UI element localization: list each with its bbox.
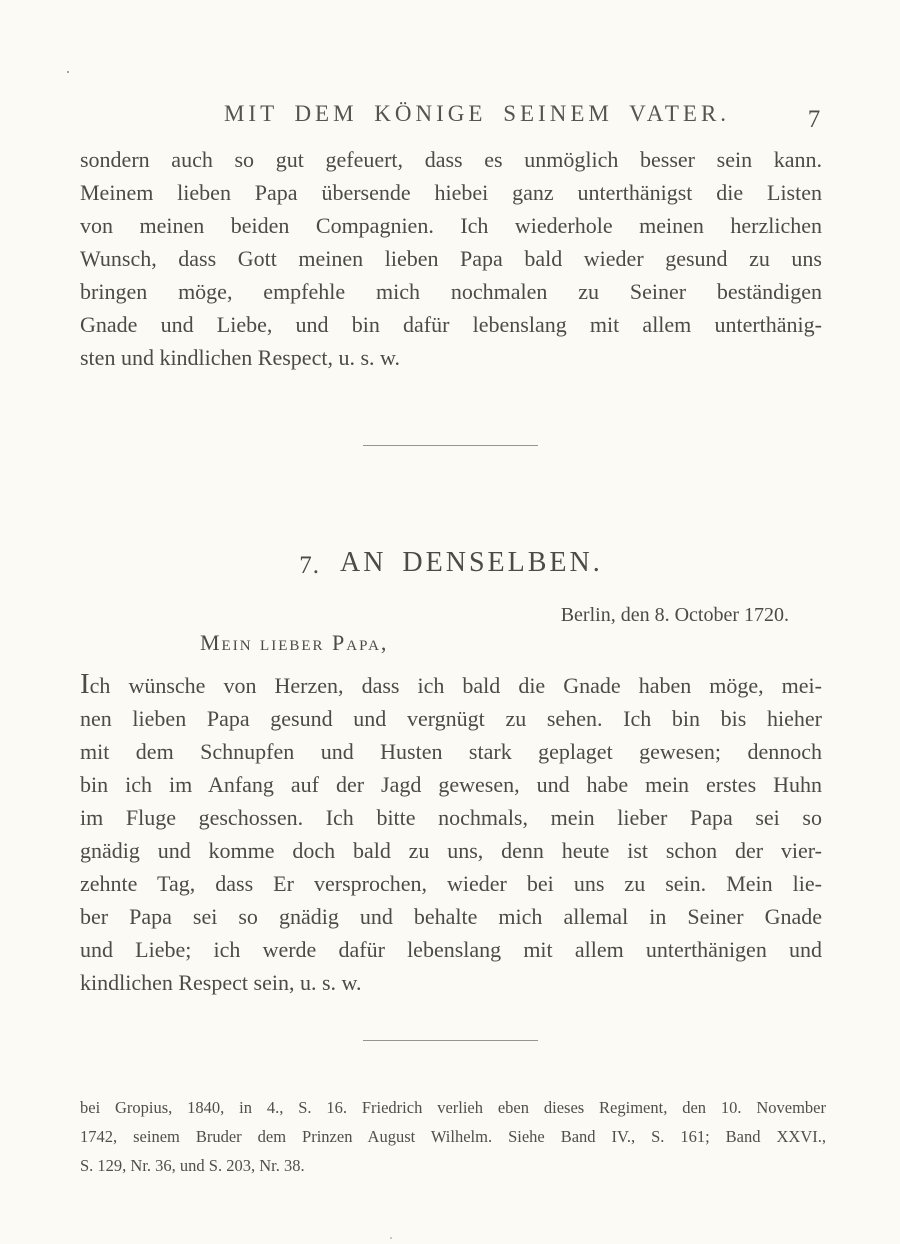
section-divider-rule	[363, 445, 538, 446]
text-line: sondern auch so gut gefeuert, dass es unmöglich besser sein kann.	[80, 147, 822, 172]
paragraph-continuation	[80, 143, 822, 374]
text-line: zehnte Tag, dass Er versprochen, wieder bei uns zu sein. Mein lie-	[80, 871, 822, 896]
letter-number: 7.	[299, 552, 320, 579]
text-line: bei Gropius, 1840, in 4., S. 16. Friedrich verlieh eben dieses Regiment, den 10. November	[80, 1098, 826, 1117]
text-line: bringen möge, empfehle mich nochmalen zu Seiner beständigen	[80, 279, 822, 304]
running-header-title: MIT DEM KÖNIGE SEINEM VATER.	[223, 101, 731, 126]
text-line: nen lieben Papa gesund und vergnügt zu sehen. Ich bin bis hieher	[80, 706, 822, 731]
text-line: mit dem Schnupfen und Husten stark geplaget gewesen; dennoch	[80, 739, 822, 764]
dateline: Berlin, den 8. October 1720.	[560, 604, 789, 626]
text-line: im Fluge geschossen. Ich bitte nochmals, mein lieber Papa sei so	[80, 805, 822, 830]
text-line: gnädig und komme doch bald zu uns, denn heute ist schon der vier-	[80, 838, 822, 863]
salutation: Mein lieber Papa,	[200, 630, 389, 655]
footnote	[80, 1093, 826, 1180]
text-line: kindlichen Respect sein, u. s. w.	[80, 970, 362, 995]
text-line: Wunsch, dass Gott meinen lieben Papa bald wieder gesund zu uns	[80, 246, 822, 271]
text-line: Ich wünsche von Herzen, dass ich bald die Gnade haben möge, mei-	[80, 668, 822, 700]
text-line: Meinem lieben Papa übersende hiebei ganz unterthänigst die Listen	[80, 180, 822, 205]
text-line: ber Papa sei so gnädig und behalte mich allemal in Seiner Gnade	[80, 904, 822, 929]
scan-speck	[390, 1237, 392, 1239]
text-line: S. 129, Nr. 36, und S. 203, Nr. 38.	[80, 1156, 305, 1175]
text-line: von meinen beiden Compagnien. Ich wiederhole meinen herzlichen	[80, 213, 822, 238]
scan-speck	[67, 71, 69, 73]
letter-heading	[80, 547, 822, 579]
page-number: 7	[807, 106, 821, 133]
text-line: bin ich im Anfang auf der Jagd gewesen, und habe mein erstes Huhn	[80, 772, 822, 797]
footnote-divider-rule	[363, 1040, 538, 1041]
letter-body	[80, 669, 822, 999]
text-line: sten und kindlichen Respect, u. s. w.	[80, 345, 400, 370]
text-line: 1742, seinem Bruder dem Prinzen August Wilhelm. Siehe Band IV., S. 161; Band XXVI.,	[80, 1127, 826, 1146]
text-line: Gnade und Liebe, und bin dafür lebenslang mit allem unterthänig-	[80, 312, 822, 337]
letter-title: AN DENSELBEN.	[339, 547, 603, 578]
text-line: und Liebe; ich werde dafür lebenslang mit allem unterthänigen und	[80, 937, 822, 962]
